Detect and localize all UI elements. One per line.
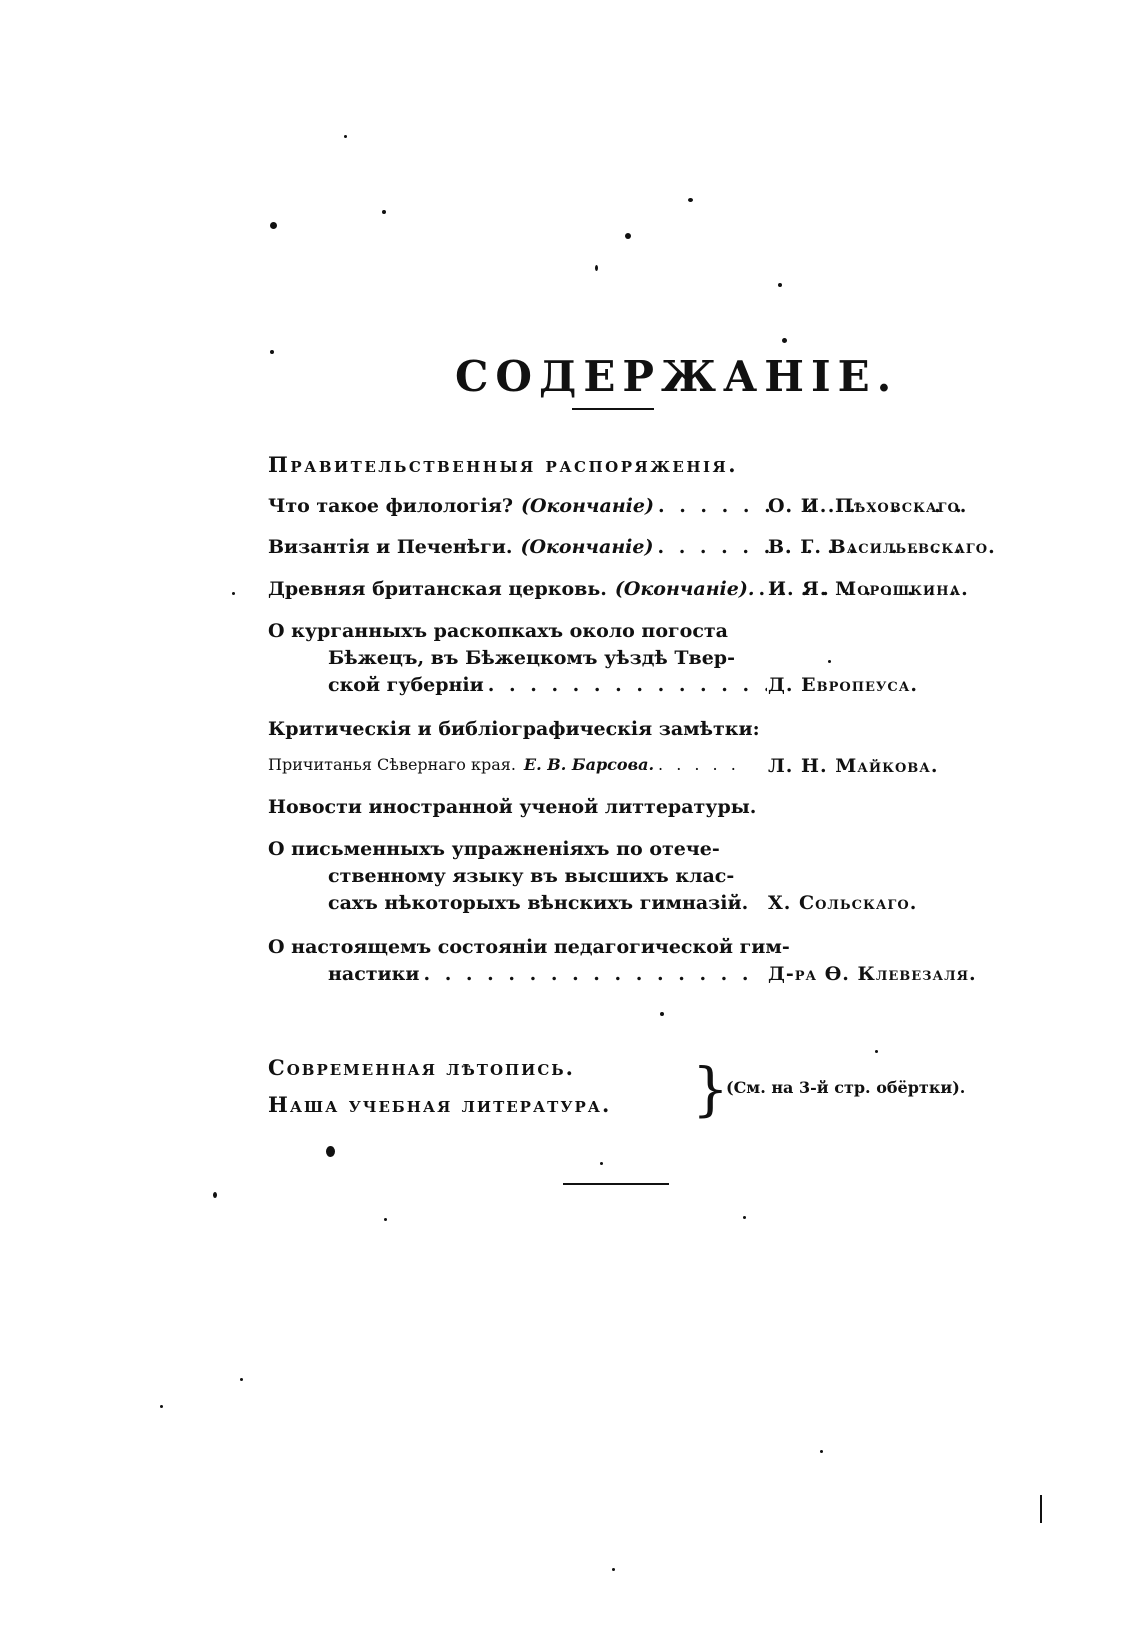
entry-title: О письменныхъ упражненіяхъ по отече- [268, 838, 720, 860]
toc-entry [268, 718, 968, 745]
entry-note: (Окончаніе) [520, 536, 654, 558]
print-speck [270, 222, 277, 229]
print-speck [778, 283, 782, 287]
entry-line [268, 838, 968, 865]
entry-title: сахъ нѣкоторыхъ вѣнскихъ гимназій. [328, 892, 749, 914]
toc-entry [268, 755, 968, 782]
title-underline [572, 408, 654, 410]
bottom-item: Современная лѣтопись. [268, 1055, 575, 1080]
entry-title: Древняя британская церковь. [268, 578, 607, 600]
print-speck [382, 210, 386, 214]
print-speck [782, 338, 787, 343]
entry-note: (Окончаніе). [614, 578, 755, 600]
print-speck [743, 1216, 746, 1219]
print-speck [625, 233, 631, 239]
print-speck [160, 1405, 163, 1408]
entry-author: О. И. Пѣховскаго. [768, 495, 968, 517]
leader-dots [419, 963, 752, 985]
entry-title: Критическія и библіографическія замѣтки: [268, 718, 760, 740]
entry-title: ственному языку въ высшихъ клас- [328, 865, 735, 887]
print-speck [270, 350, 274, 354]
entry-title: О курганныхъ раскопкахъ около погоста [268, 620, 728, 642]
entry-author: Д. Европеуса. [768, 674, 918, 696]
toc-entry [268, 796, 968, 823]
toc-entry [268, 936, 977, 990]
print-speck [595, 265, 598, 271]
entry-title: Причитанья Сѣвернаго края. [268, 755, 516, 774]
closing-rule [563, 1183, 669, 1185]
toc-entry [268, 536, 996, 563]
entry-title: Византія и Печенѣги. [268, 536, 513, 558]
entry-note: Е. В. Барсова. [523, 755, 655, 774]
print-speck [688, 198, 693, 202]
page-title: СОДЕРЖАНІЕ. [455, 352, 899, 401]
print-speck [326, 1146, 335, 1157]
toc-entry [268, 620, 968, 701]
entry-line [268, 796, 968, 823]
toc-entry [268, 495, 968, 522]
entry-author: Л. Н. Майкова. [768, 755, 939, 777]
print-speck [600, 1162, 603, 1165]
entry-line [268, 620, 968, 647]
print-speck [1040, 1495, 1042, 1523]
brace-glyph: } [692, 1055, 729, 1123]
print-speck [384, 1218, 387, 1221]
print-speck [875, 1050, 878, 1053]
leader-dots [484, 674, 767, 696]
entry-title: Что такое филологія? [268, 495, 513, 517]
entry-line [268, 936, 968, 963]
entry-title: Новости иностранной ученой литтературы. [268, 796, 757, 818]
print-speck [612, 1568, 615, 1571]
entry-line [268, 718, 968, 745]
toc-entry [268, 838, 968, 919]
print-speck [820, 1450, 823, 1453]
print-speck [828, 660, 831, 663]
toc-entry [268, 578, 968, 605]
bottom-item: Наша учебная литература. [268, 1092, 612, 1117]
print-speck [240, 1378, 243, 1381]
see-cover-note: (См. на 3-й стр. обёртки). [726, 1078, 966, 1097]
entry-title: настики [328, 963, 420, 985]
print-speck [213, 1192, 217, 1198]
print-speck [344, 135, 347, 138]
entry-author: В. Г. Васильевскаго. [768, 536, 996, 558]
entry-author: Х. Сольскаго. [768, 892, 918, 914]
entry-title: О настоящемъ состояніи педагогической гим- [268, 936, 790, 958]
entry-title: ской губерніи [328, 674, 484, 696]
print-speck [232, 592, 235, 595]
leader-dots [654, 755, 742, 774]
entry-author: И. Я. Морошкина. [768, 578, 969, 600]
entry-author: Д-ра Ѳ. Клевезаля. [768, 963, 977, 985]
entry-title: Бѣжецъ, въ Бѣжецкомъ уѣздѣ Твер- [328, 647, 735, 669]
entry-line [268, 647, 968, 674]
section-heading: Правительственныя распоряженія. [268, 452, 739, 477]
print-speck [660, 1012, 664, 1016]
entry-line [268, 865, 968, 892]
entry-note: (Окончаніе) [521, 495, 654, 517]
